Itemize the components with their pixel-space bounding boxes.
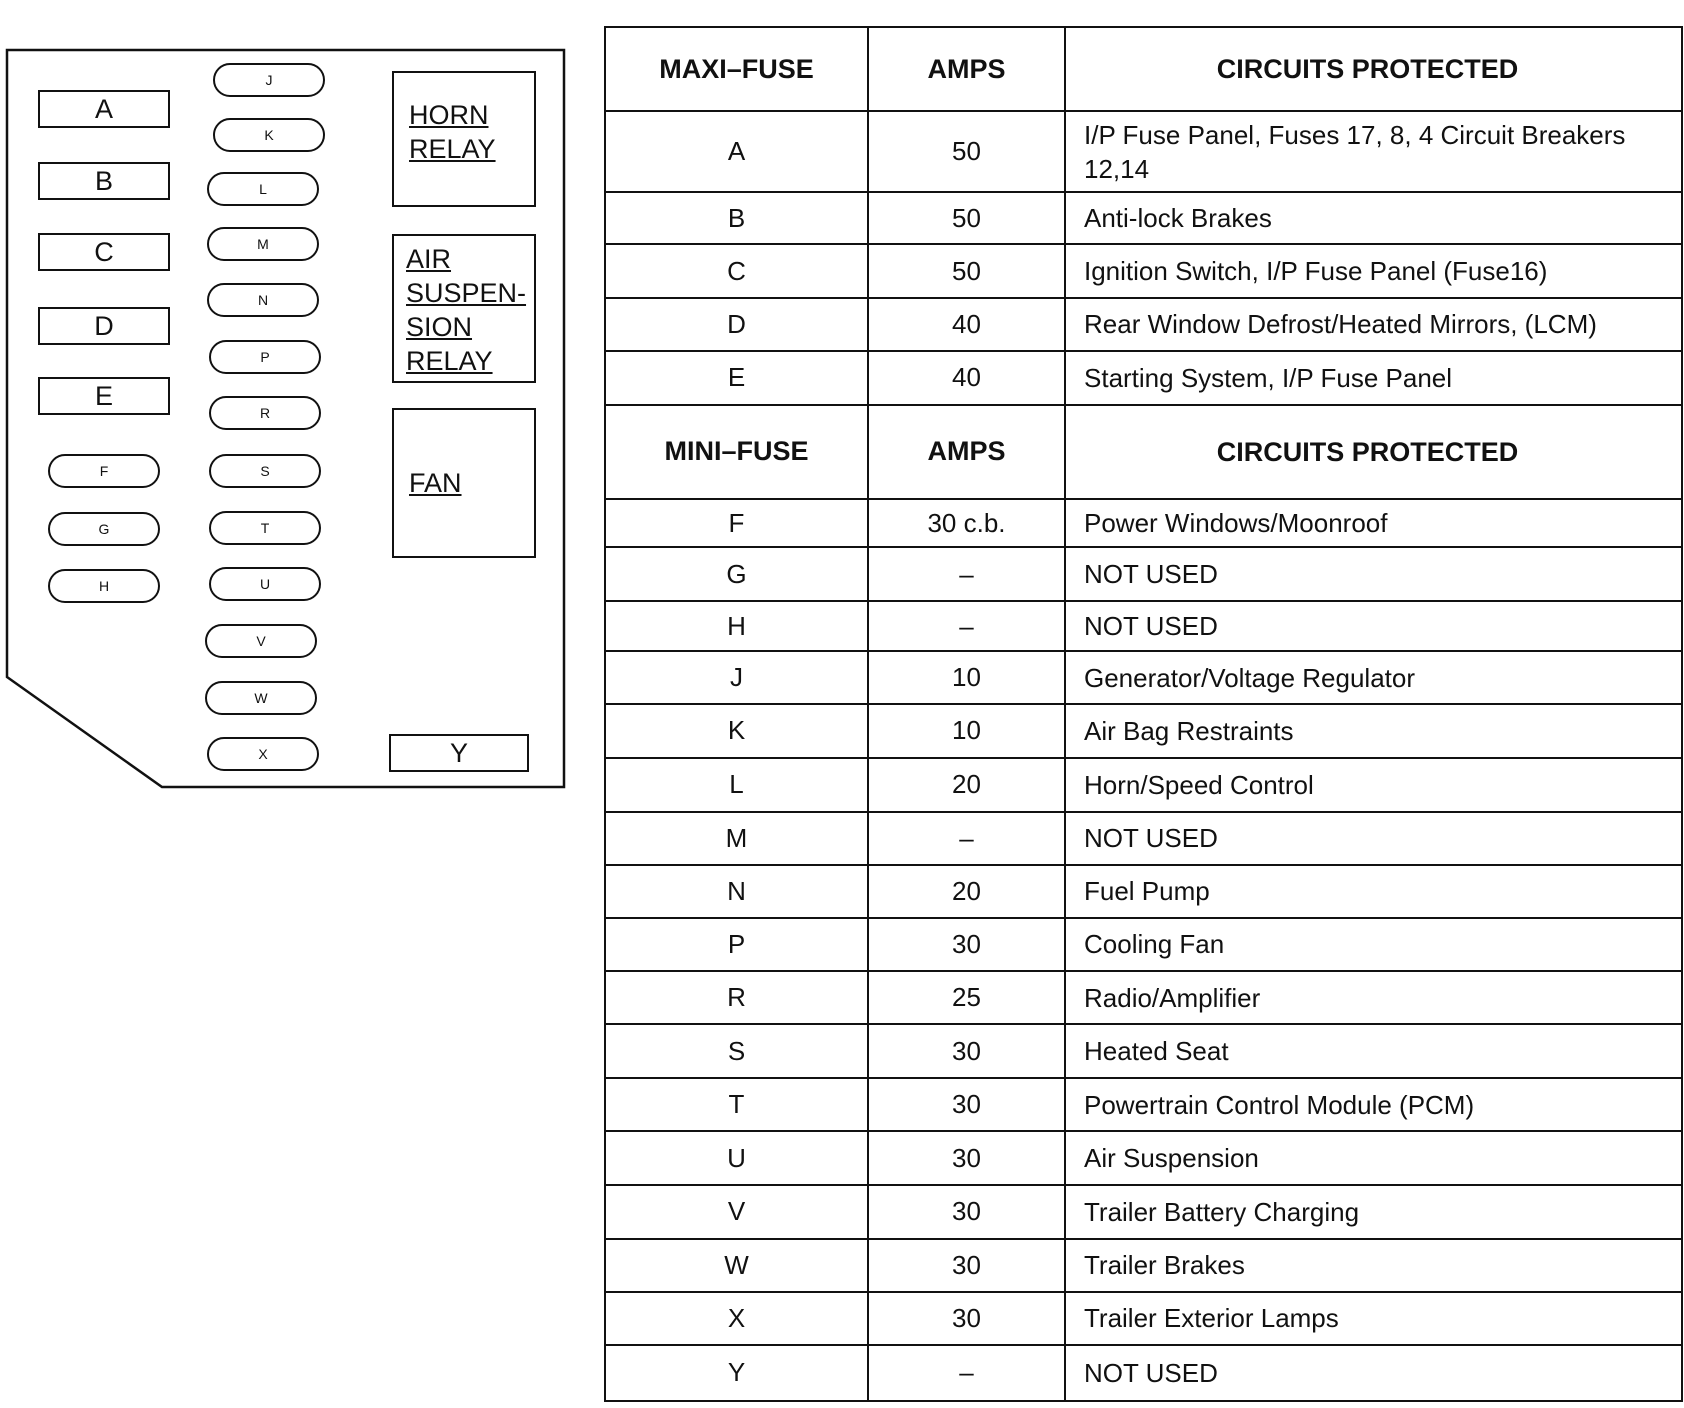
maxi-header-row bbox=[605, 27, 1682, 111]
fuse-cell: N bbox=[605, 865, 868, 918]
circuits-cell: Ignition Switch, I/P Fuse Panel (Fuse16) bbox=[1065, 244, 1682, 297]
fuse-cell: L bbox=[605, 758, 868, 812]
circuits-cell: NOT USED bbox=[1065, 601, 1682, 651]
amps-cell: – bbox=[868, 812, 1065, 865]
fuse-cell: C bbox=[605, 244, 868, 297]
maxi-fuse-d: D bbox=[38, 307, 170, 345]
mini-fuse-n: N bbox=[207, 283, 319, 317]
mini-row bbox=[605, 601, 1682, 651]
amps-cell: 30 bbox=[868, 1024, 1065, 1078]
mini-row bbox=[605, 865, 1682, 918]
fuse-cell: W bbox=[605, 1239, 868, 1292]
circuits-cell: Horn/Speed Control bbox=[1065, 758, 1682, 812]
mini-row bbox=[605, 1345, 1682, 1401]
circuits-cell: NOT USED bbox=[1065, 547, 1682, 601]
slot-y: Y bbox=[389, 734, 529, 772]
amps-cell: 30 c.b. bbox=[868, 499, 1065, 547]
fuse-cell: K bbox=[605, 704, 868, 757]
amps-header: AMPS bbox=[868, 405, 1065, 499]
amps-cell: 40 bbox=[868, 298, 1065, 351]
fuse-cell: P bbox=[605, 918, 868, 971]
amps-cell: 25 bbox=[868, 971, 1065, 1024]
mini-fuse-h: H bbox=[48, 569, 160, 603]
fuse-cell: X bbox=[605, 1292, 868, 1345]
amps-cell: 30 bbox=[868, 1131, 1065, 1185]
mini-fuse-p: P bbox=[209, 340, 321, 374]
fuse-cell: R bbox=[605, 971, 868, 1024]
mini-row bbox=[605, 1185, 1682, 1238]
mini-fuse-f: F bbox=[48, 454, 160, 488]
circuits-cell: NOT USED bbox=[1065, 1345, 1682, 1401]
maxi-fuse-a: A bbox=[38, 90, 170, 128]
fan-relay-label: FAN bbox=[409, 468, 462, 498]
fuse-cell: T bbox=[605, 1078, 868, 1131]
circuits-header: CIRCUITS PROTECTED bbox=[1065, 27, 1682, 111]
maxi-fuse-b: B bbox=[38, 162, 170, 200]
mini-fuse-x: X bbox=[207, 737, 319, 771]
circuits-cell: Fuel Pump bbox=[1065, 865, 1682, 918]
maxi-row bbox=[605, 351, 1682, 405]
mini-fuse-v: V bbox=[205, 624, 317, 658]
amps-cell: 30 bbox=[868, 1239, 1065, 1292]
mini-row bbox=[605, 971, 1682, 1024]
amps-cell: 10 bbox=[868, 704, 1065, 757]
maxi-row bbox=[605, 192, 1682, 244]
amps-cell: 50 bbox=[868, 111, 1065, 192]
mini-row bbox=[605, 812, 1682, 865]
mini-row bbox=[605, 1239, 1682, 1292]
fuse-cell: S bbox=[605, 1024, 868, 1078]
circuits-cell: Trailer Brakes bbox=[1065, 1239, 1682, 1292]
amps-cell: – bbox=[868, 547, 1065, 601]
circuits-cell: Rear Window Defrost/Heated Mirrors, (LCM) bbox=[1065, 298, 1682, 351]
circuits-header: CIRCUITS PROTECTED bbox=[1065, 405, 1682, 499]
amps-cell: 30 bbox=[868, 1078, 1065, 1131]
amps-cell: 30 bbox=[868, 1292, 1065, 1345]
maxi-row bbox=[605, 111, 1682, 192]
mini-row bbox=[605, 758, 1682, 812]
fuse-cell: E bbox=[605, 351, 868, 405]
fuse-block-diagram bbox=[0, 0, 580, 800]
mini-row bbox=[605, 547, 1682, 601]
circuits-cell: Trailer Exterior Lamps bbox=[1065, 1292, 1682, 1345]
mini-row bbox=[605, 1024, 1682, 1078]
circuits-cell: Radio/Amplifier bbox=[1065, 971, 1682, 1024]
amps-cell: – bbox=[868, 1345, 1065, 1401]
fuse-header: MINI–FUSE bbox=[605, 405, 868, 499]
horn-relay-label: HORN RELAY bbox=[409, 100, 496, 164]
fuse-cell: U bbox=[605, 1131, 868, 1185]
amps-cell: 50 bbox=[868, 192, 1065, 244]
mini-fuse-u: U bbox=[209, 567, 321, 601]
amps-cell: 40 bbox=[868, 351, 1065, 405]
amps-cell: 50 bbox=[868, 244, 1065, 297]
circuits-cell: Air Bag Restraints bbox=[1065, 704, 1682, 757]
fuse-cell: D bbox=[605, 298, 868, 351]
mini-fuse-r: R bbox=[209, 396, 321, 430]
amps-header: AMPS bbox=[868, 27, 1065, 111]
fuse-cell: F bbox=[605, 499, 868, 547]
fuse-cell: B bbox=[605, 192, 868, 244]
circuits-cell: Cooling Fan bbox=[1065, 918, 1682, 971]
fuse-cell: V bbox=[605, 1185, 868, 1238]
amps-cell: 20 bbox=[868, 865, 1065, 918]
circuits-cell: I/P Fuse Panel, Fuses 17, 8, 4 Circuit Breakers 12,14 bbox=[1065, 111, 1682, 192]
fuse-header: MAXI–FUSE bbox=[605, 27, 868, 111]
fuse-cell: G bbox=[605, 547, 868, 601]
mini-row bbox=[605, 1292, 1682, 1345]
amps-cell: 10 bbox=[868, 651, 1065, 704]
mini-row bbox=[605, 704, 1682, 757]
mini-fuse-k: K bbox=[213, 118, 325, 152]
mini-row bbox=[605, 1131, 1682, 1185]
mini-row bbox=[605, 918, 1682, 971]
fuse-cell: J bbox=[605, 651, 868, 704]
maxi-row bbox=[605, 298, 1682, 351]
maxi-fuse-e: E bbox=[38, 377, 170, 415]
air-suspension-relay-label: AIR SUSPEN- SION RELAY bbox=[406, 244, 527, 376]
amps-cell: 30 bbox=[868, 1185, 1065, 1238]
mini-fuse-w: W bbox=[205, 681, 317, 715]
mini-fuse-s: S bbox=[209, 454, 321, 488]
maxi-fuse-c: C bbox=[38, 233, 170, 271]
circuits-cell: Powertrain Control Module (PCM) bbox=[1065, 1078, 1682, 1131]
amps-cell: 30 bbox=[868, 918, 1065, 971]
mini-fuse-t: T bbox=[209, 511, 321, 545]
mini-fuse-m: M bbox=[207, 227, 319, 261]
circuits-cell: Generator/Voltage Regulator bbox=[1065, 651, 1682, 704]
mini-row bbox=[605, 499, 1682, 547]
fuse-cell: A bbox=[605, 111, 868, 192]
fuse-cell: M bbox=[605, 812, 868, 865]
circuits-cell: Trailer Battery Charging bbox=[1065, 1185, 1682, 1238]
circuits-cell: Heated Seat bbox=[1065, 1024, 1682, 1078]
fuse-cell: Y bbox=[605, 1345, 868, 1401]
mini-header-row bbox=[605, 405, 1682, 499]
mini-row bbox=[605, 651, 1682, 704]
circuits-cell: NOT USED bbox=[1065, 812, 1682, 865]
amps-cell: 20 bbox=[868, 758, 1065, 812]
circuits-cell: Air Suspension bbox=[1065, 1131, 1682, 1185]
circuits-cell: Anti-lock Brakes bbox=[1065, 192, 1682, 244]
fuse-table bbox=[604, 26, 1683, 1402]
mini-fuse-g: G bbox=[48, 512, 160, 546]
fuse-cell: H bbox=[605, 601, 868, 651]
circuits-cell: Starting System, I/P Fuse Panel bbox=[1065, 351, 1682, 405]
mini-fuse-j: J bbox=[213, 63, 325, 97]
amps-cell: – bbox=[868, 601, 1065, 651]
maxi-row bbox=[605, 244, 1682, 297]
circuits-cell: Power Windows/Moonroof bbox=[1065, 499, 1682, 547]
mini-row bbox=[605, 1078, 1682, 1131]
mini-fuse-l: L bbox=[207, 172, 319, 206]
